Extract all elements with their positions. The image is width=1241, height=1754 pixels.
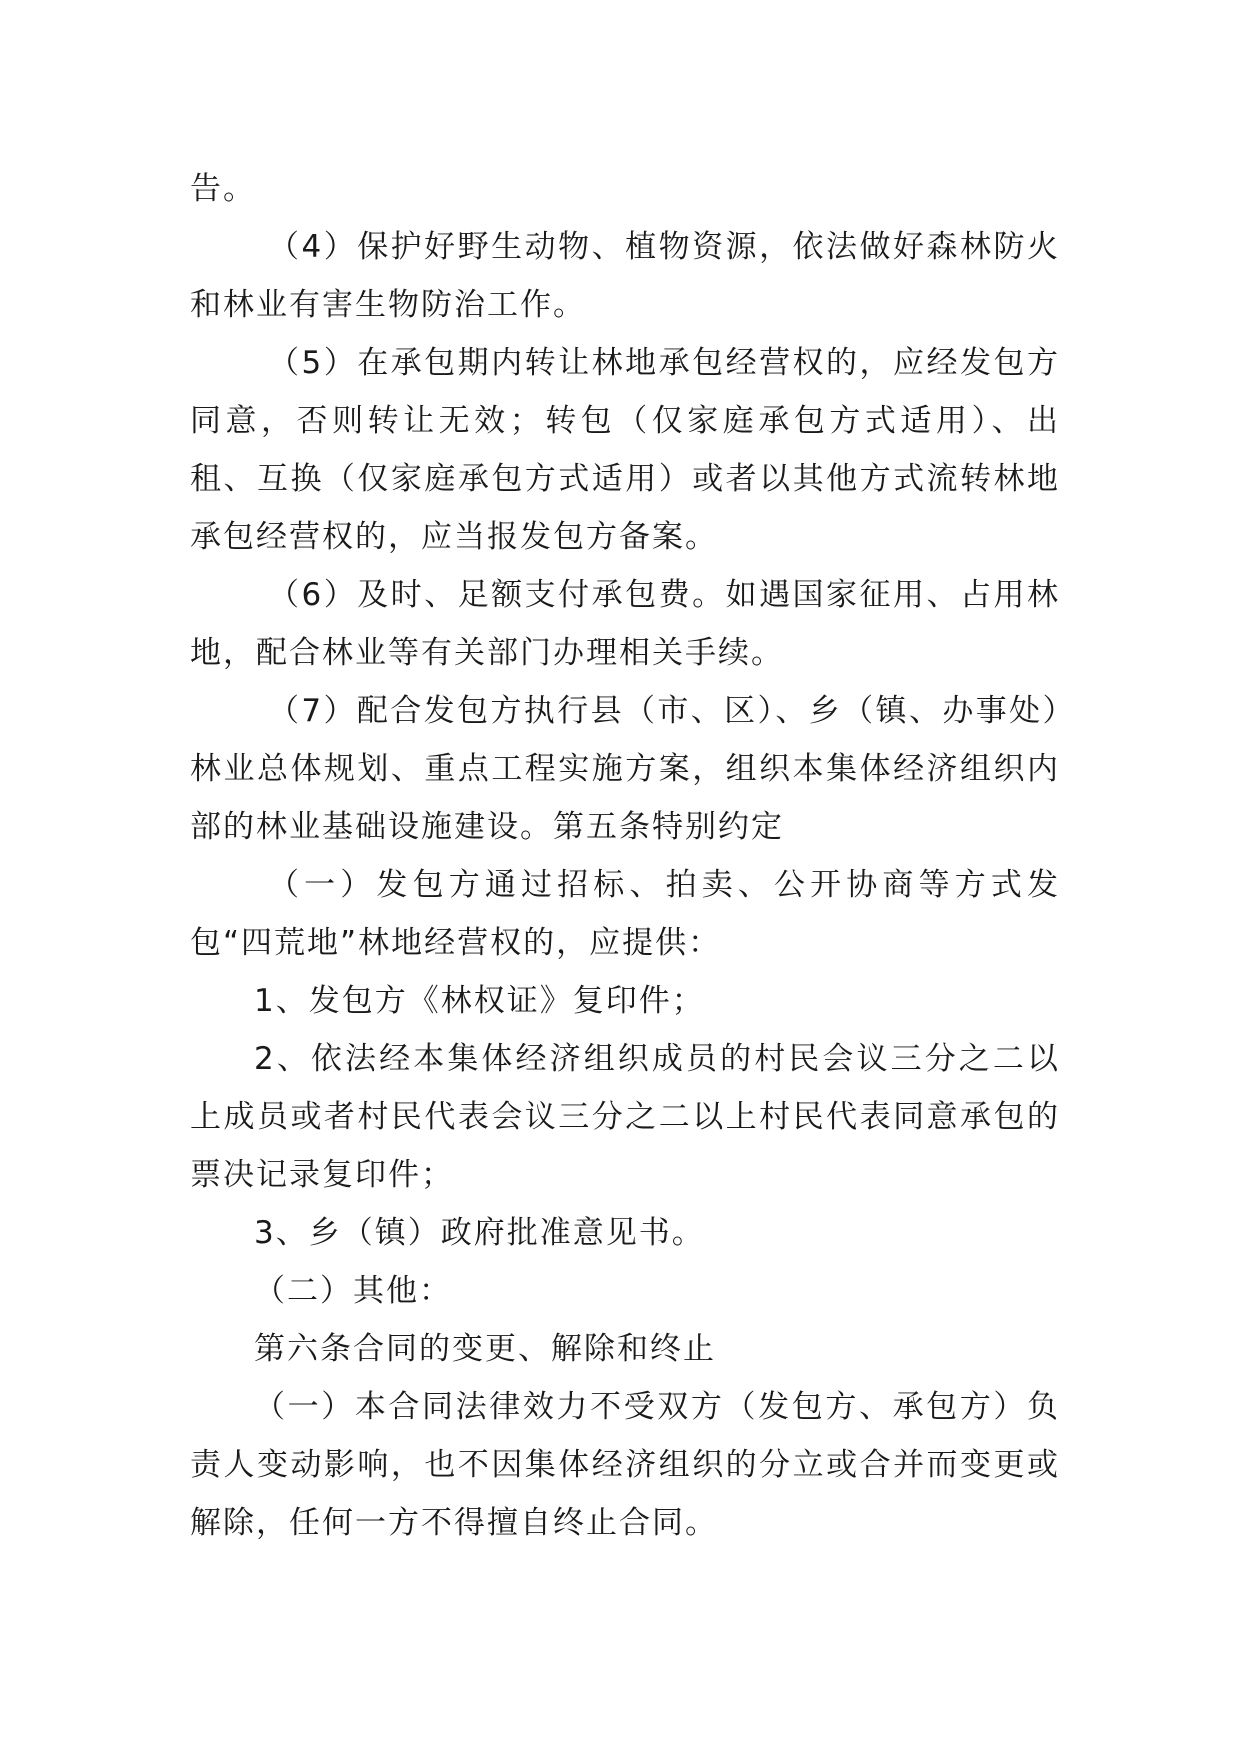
- paragraph-item-4: （4）保护好野生动物、植物资源，依法做好森林防火和林业有害生物防治工作。: [190, 229, 1060, 323]
- paragraph-article-6-1: （一）本合同法律效力不受双方（发包方、承包方）负责人变动影响，也不因集体经济组织的分立或合并而变更或解除，任何一方不得擅自终止合同。: [190, 1389, 1060, 1541]
- paragraph-special-agreement-1: （一）发包方通过招标、拍卖、公开协商等方式发包“四荒地”林地经营权的，应提供：: [190, 867, 1060, 961]
- document-body: [190, 160, 1060, 1552]
- paragraph-item-7: （7）配合发包方执行县（市、区）、乡（镇、办事处）林业总体规划、重点工程实施方案，组织本集体经济组织内部的林业基础设施建设。第五条特别约定: [190, 693, 1060, 845]
- paragraph-list-2: 2、依法经本集体经济组织成员的村民会议三分之二以上成员或者村民代表会议三分之二以上村民代表同意承包的票决记录复印件；: [190, 1041, 1060, 1193]
- paragraph-list-3: 3、乡（镇）政府批准意见书。: [254, 1215, 705, 1251]
- paragraph-continuation: 告。: [190, 171, 256, 207]
- paragraph-item-6: （6）及时、足额支付承包费。如遇国家征用、占用林地，配合林业等有关部门办理相关手续。: [190, 577, 1060, 671]
- paragraph-list-1: 1、发包方《林权证》复印件；: [254, 983, 705, 1019]
- paragraph-other: （二）其他：: [254, 1273, 452, 1309]
- section-heading-article-6: 第六条合同的变更、解除和终止: [254, 1331, 716, 1367]
- paragraph-item-5: （5）在承包期内转让林地承包经营权的，应经发包方同意，否则转让无效；转包（仅家庭承包方式适用）、出租、互换（仅家庭承包方式适用）或者以其他方式流转林地承包经营权的，应当报发包方备案。: [190, 345, 1060, 555]
